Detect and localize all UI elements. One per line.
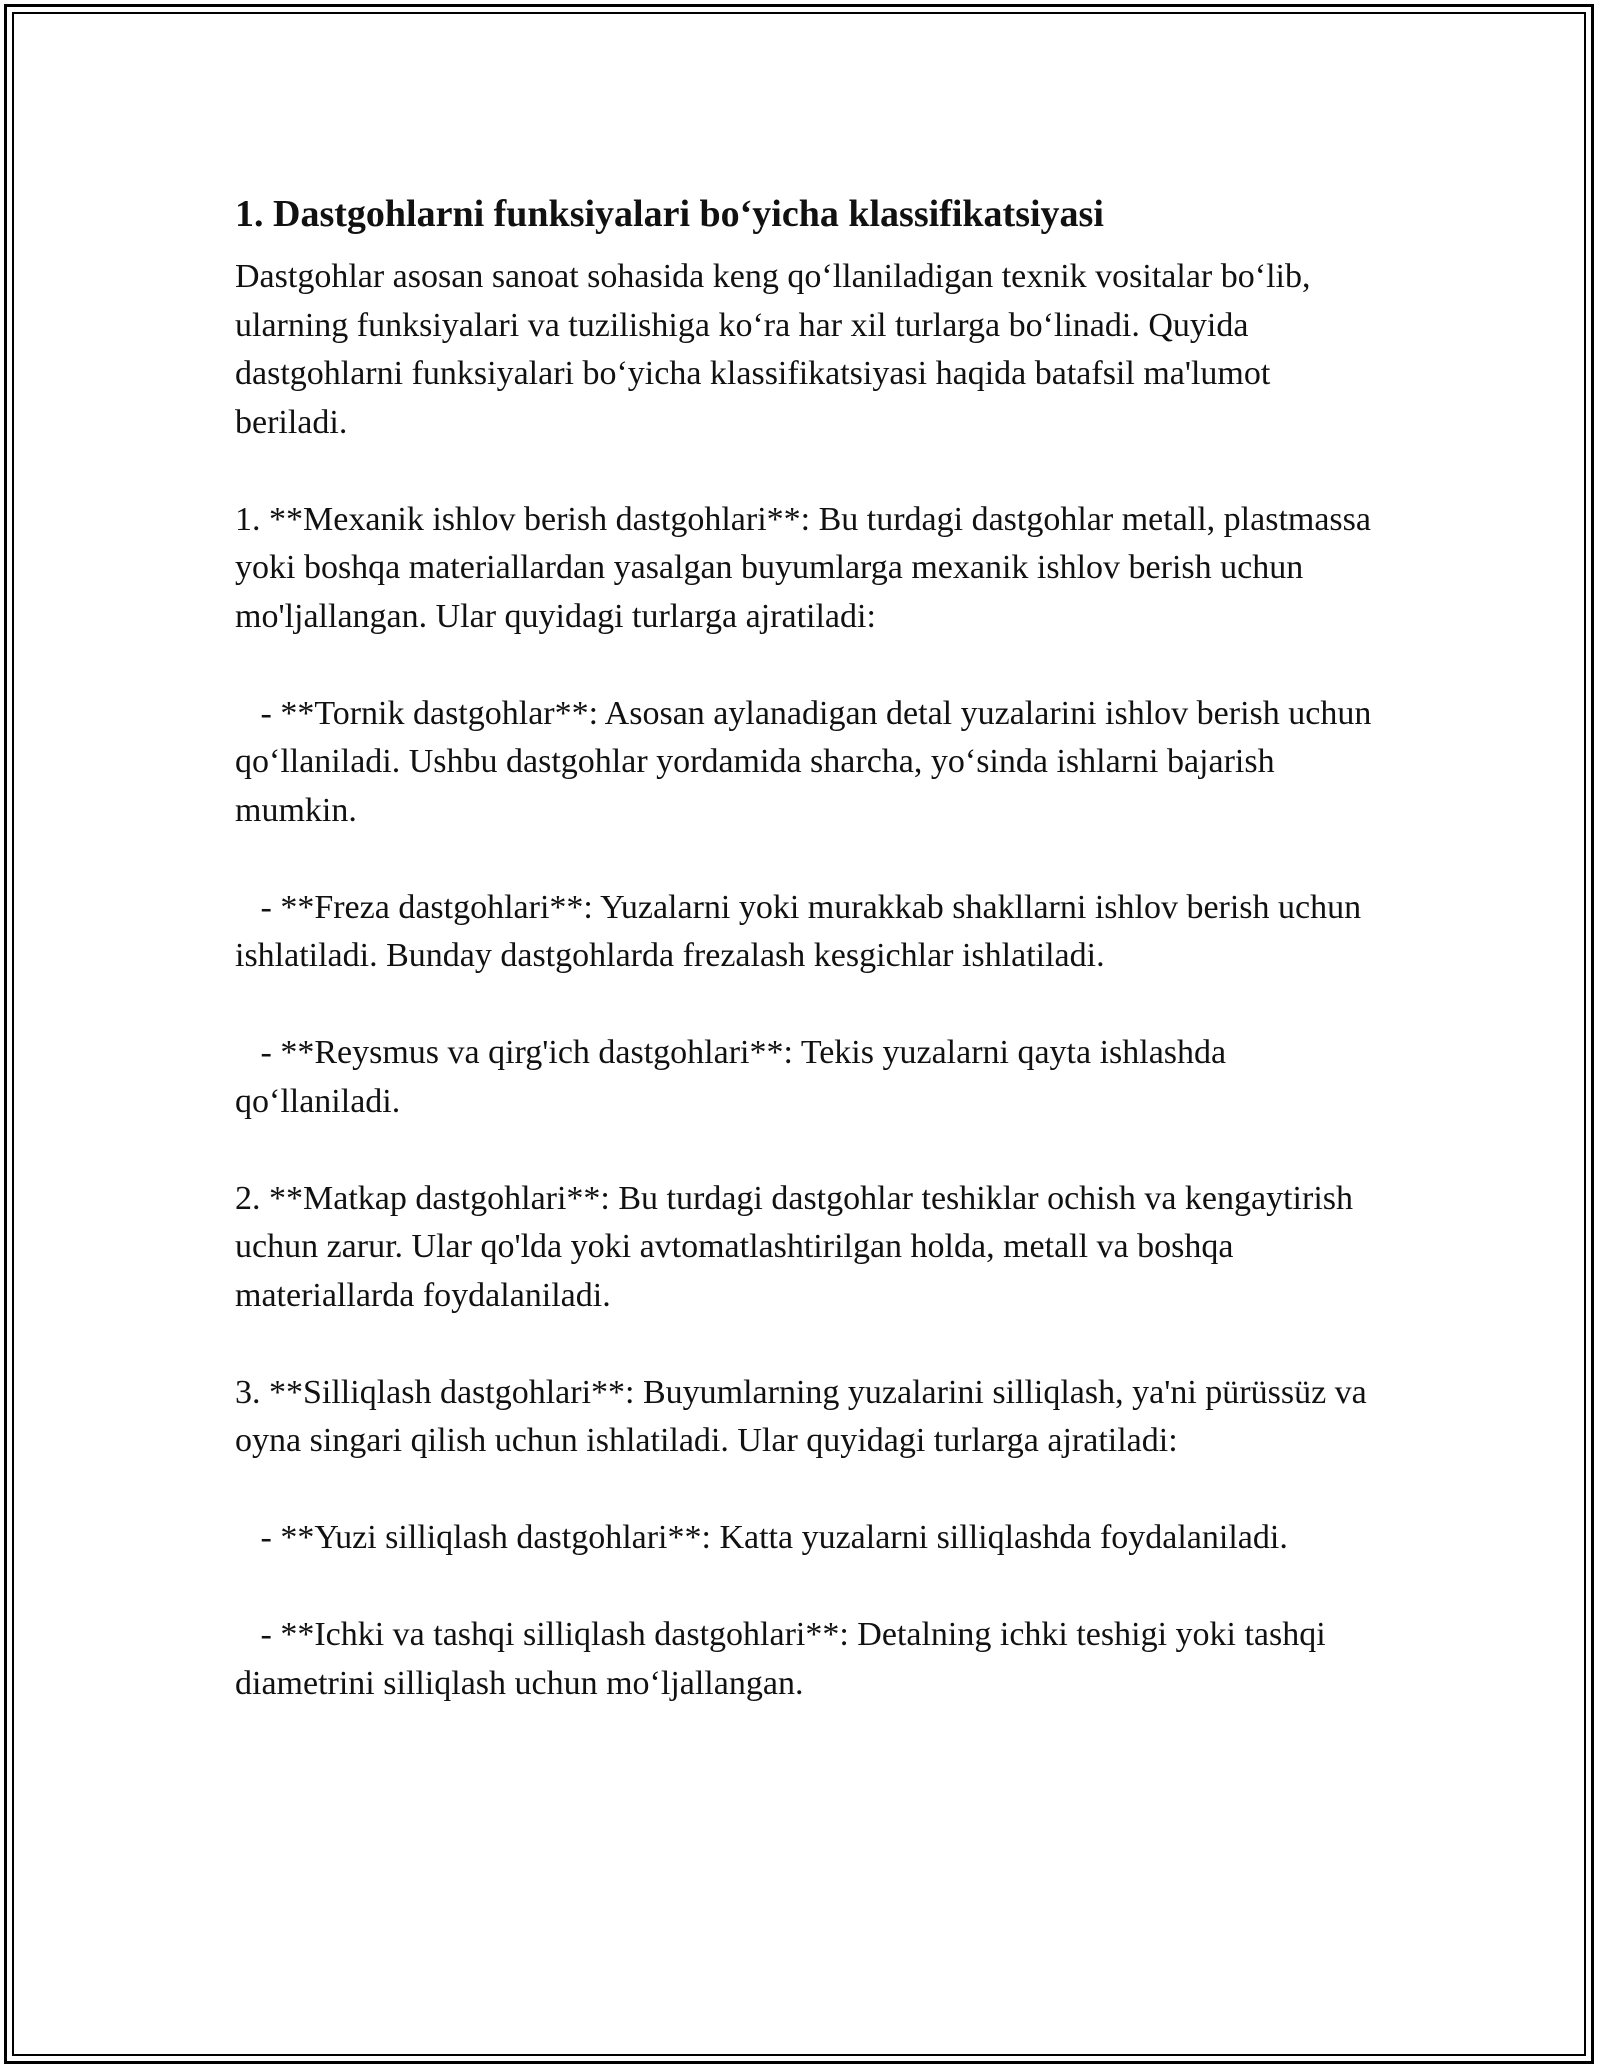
paragraph-spacer	[235, 447, 1375, 496]
list-item-mexanik: 1. **Mexanik ishlov berish dastgohlari**: Bu turdagi dastgohlar metall, plastmassa yoki boshqa materiallardan yasalgan buyumlarga mexanik ishlov berish uchun mo'ljallangan. Ular quyidagi turlarga ajratiladi:	[235, 500, 1380, 635]
sublist-item-yuzi: - **Yuzi silliqlash dastgohlari**: Katta yuzalarni silliqlashda foydalaniladi.	[235, 1519, 1288, 1556]
list-item-silliqlash: 3. **Silliqlash dastgohlari**: Buyumlarning yuzalarini silliqlash, ya'ni pürüssüz va oyna singari qilish uchun ishlatiladi. Ular quyidagi turlarga ajratiladi:	[235, 1373, 1376, 1459]
paragraph-spacer	[235, 1126, 1375, 1175]
sublist-item-reysmus: - **Reysmus va qirg'ich dastgohlari**: Tekis yuzalarni qayta ishlashda qo‘llaniladi.	[235, 1034, 1235, 1120]
paragraph-spacer	[235, 981, 1375, 1030]
paragraph-spacer	[235, 641, 1375, 690]
sublist-item-tornik: - **Tornik dastgohlar**: Asosan aylanadigan detal yuzalarini ishlov berish uchun qo‘llaniladi. Ushbu dastgohlar yordamida sharcha, yo‘sinda ishlarni bajarish mumkin.	[235, 694, 1380, 829]
sublist-item-freza: - **Freza dastgohlari**: Yuzalarni yoki murakkab shakllarni ishlov berish uchun ishlatiladi. Bunday dastgohlarda frezalash kesgichlar ishlatiladi.	[235, 888, 1370, 974]
paragraph-spacer	[235, 1466, 1375, 1515]
list-item-matkap: 2. **Matkap dastgohlari**: Bu turdagi dastgohlar teshiklar ochish va kengaytirish uchun zarur. Ular qo'lda yoki avtomatlashtirilgan holda, metall va boshqa materiallarda foydalaniladi.	[235, 1179, 1362, 1314]
paragraph-spacer	[235, 1563, 1375, 1612]
document-title: 1. Dastgohlarni funksiyalari bo‘yicha klassifikatsiyasi	[235, 193, 1104, 235]
paragraph-spacer	[235, 1320, 1375, 1369]
intro-paragraph: Dastgohlar asosan sanoat sohasida keng qo‘llaniladigan texnik vositalar bo‘lib, ularning funksiyalari va tuzilishiga ko‘ra har xil turlarga bo‘linadi. Quyida dastgohlarni funksiyalari bo‘yicha klassifikatsiyasi haqida batafsil ma'lumot beriladi.	[235, 258, 1319, 441]
document-body	[235, 185, 1380, 1708]
paragraph-spacer	[235, 835, 1375, 884]
sublist-item-ichki-tashqi: - **Ichki va tashqi silliqlash dastgohlari**: Detalning ichki teshigi yoki tashqi diametrini silliqlash uchun mo‘ljallangan.	[235, 1616, 1335, 1702]
